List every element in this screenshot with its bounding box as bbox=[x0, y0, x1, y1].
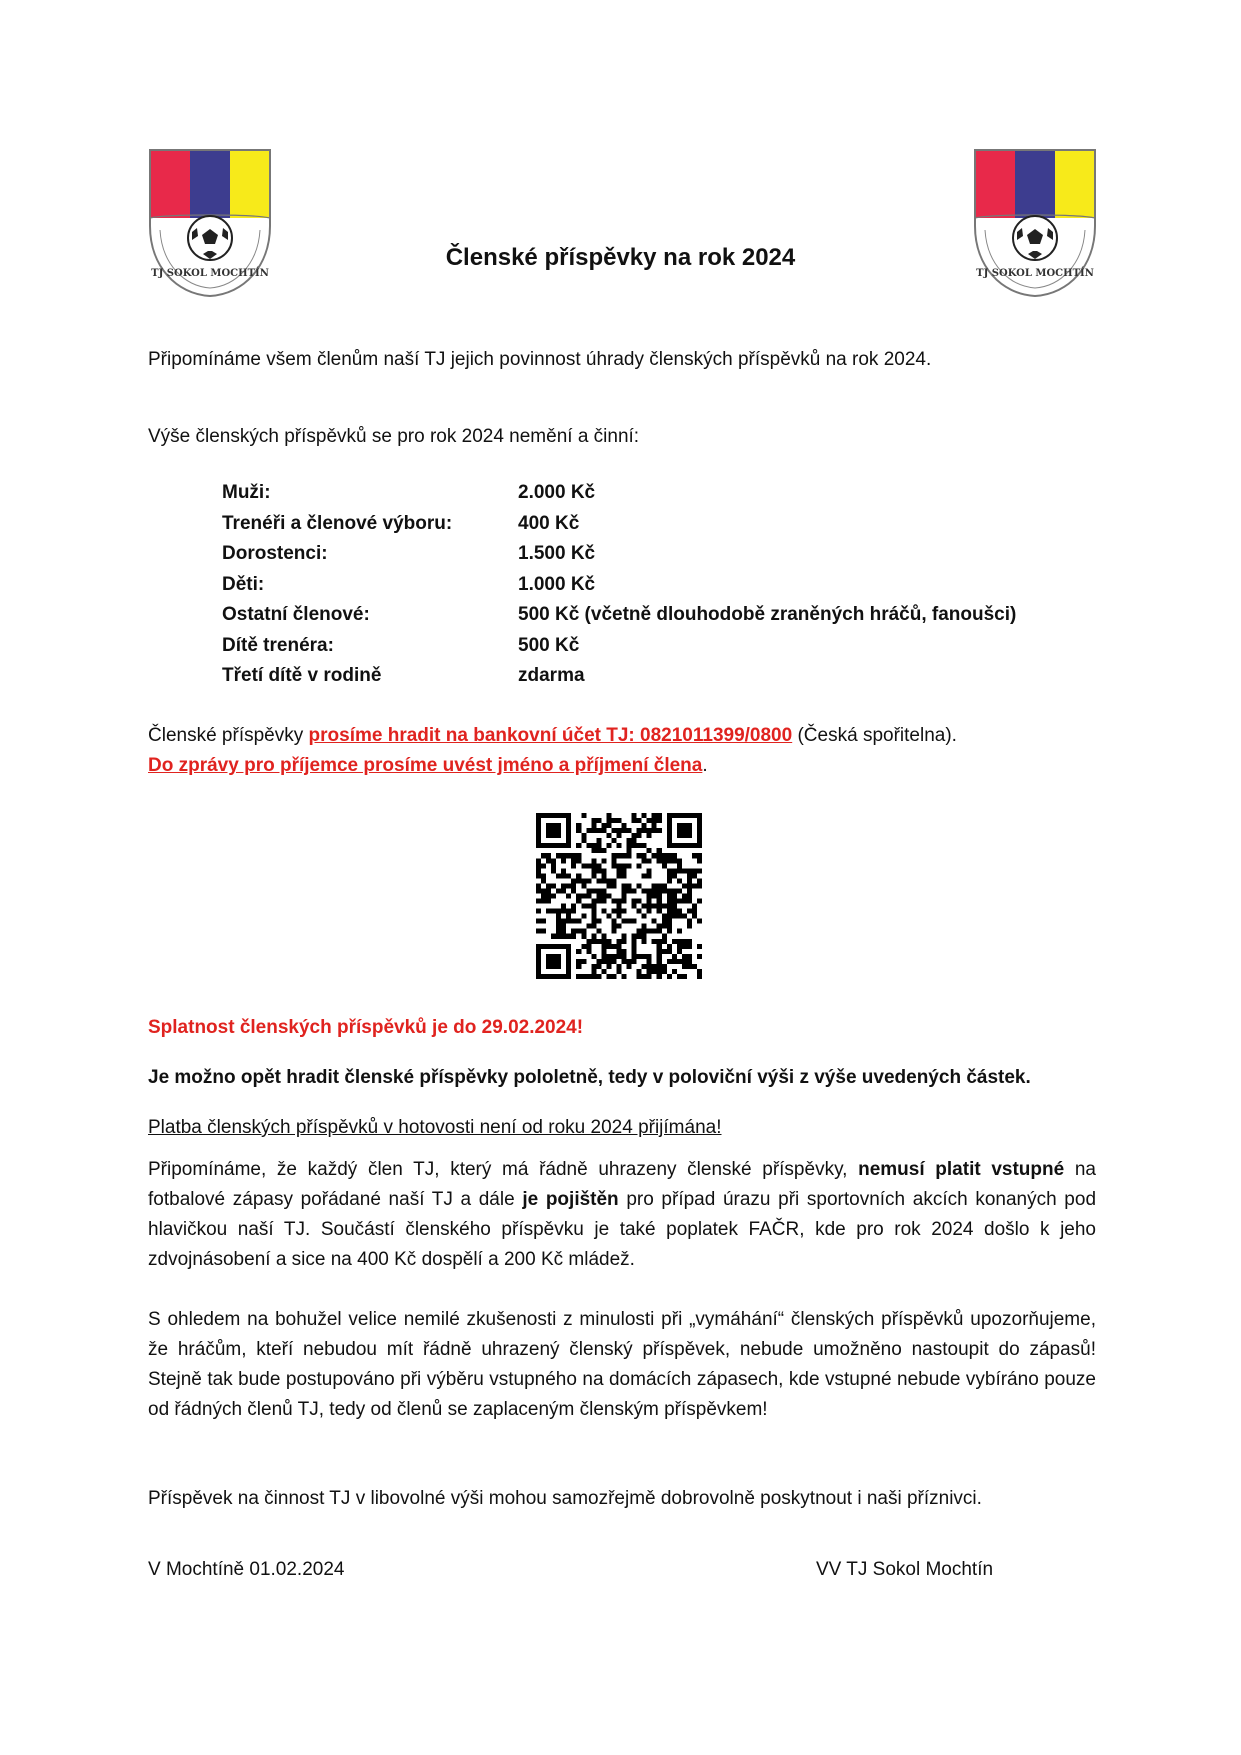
payment-note-end: . bbox=[702, 755, 708, 776]
payment-note: Do zprávy pro příjemce prosíme uvést jméno a příjmení člena bbox=[148, 755, 703, 776]
benefits-text: pro případ úrazu při sportovních akcích konaných pod hlavičkou naší TJ. Součástí členského příspěvku je také poplatek FAČR, kde pro rok 2024 došlo k jeho zdvojnásobení a sice na 400 Kč dospělí a 200 Kč mládež. bbox=[148, 1189, 1097, 1270]
club-logo-left bbox=[148, 148, 272, 298]
fee-value: 2.000 Kč bbox=[518, 482, 596, 503]
logo-text: TJ SOKOL MOCHTÍN bbox=[151, 268, 269, 279]
fee-label: Ostatní členové: bbox=[222, 604, 370, 625]
place-date: V Mochtíně 01.02.2024 bbox=[148, 1559, 345, 1580]
fee-label: Dorostenci: bbox=[222, 543, 328, 564]
fee-label: Třetí dítě v rodině bbox=[222, 665, 382, 686]
fee-value: 1.000 Kč bbox=[518, 573, 596, 595]
benefits-paragraph bbox=[148, 1155, 1096, 1275]
fees-heading: Výše členských příspěvků se pro rok 2024 nemění a činní: bbox=[148, 426, 640, 447]
fee-value: 1.500 Kč bbox=[518, 543, 596, 564]
fee-label: Děti: bbox=[222, 573, 265, 595]
donation-text: Příspěvek na činnost TJ v libovolné výši mohou samozřejmě dobrovolně poskytnout i naši příznivci. bbox=[148, 1488, 982, 1509]
benefits-bold: nemusí platit vstupné bbox=[858, 1159, 1065, 1180]
fee-label: Dítě trenéra: bbox=[222, 634, 334, 656]
fee-value: zdarma bbox=[518, 665, 585, 686]
fee-value: 500 Kč bbox=[518, 634, 580, 656]
club-logo-right bbox=[973, 148, 1097, 298]
benefits-text: na fotbalové zápasy pořádané naší TJ a dále bbox=[148, 1159, 1097, 1210]
page-title: Členské příspěvky na rok 2024 bbox=[445, 244, 796, 271]
payment-instructions bbox=[148, 721, 1096, 781]
warning-paragraph: S ohledem na bohužel velice nemilé zkušenosti z minulosti při „vymáhání“ členských příspěvků upozorňujeme, že hráčům, kteří nebudou mít řádně uhrazený členský příspěvek, nebude umožněno nastoupit do zápasů! Stejně tak bude postupováno při výběru vstupného na domácích zápasech, kde vstupné nebude vybíráno pouze od řádných členů TJ, tedy od členů se zaplaceným členským příspěvkem! bbox=[148, 1309, 1096, 1420]
fee-value: 500 Kč (včetně dlouhodobě zraněných hráčů, fanoušci) bbox=[518, 604, 1017, 625]
logo-text: TJ SOKOL MOCHTÍN bbox=[976, 268, 1094, 279]
bank-account: prosíme hradit na bankovní účet TJ: 0821011399/0800 bbox=[308, 725, 793, 746]
payment-prefix: Členské příspěvky bbox=[148, 725, 309, 746]
halfyear-text: Je možno opět hradit členské příspěvky pololetně, tedy v poloviční výši z výše uvedených částek. bbox=[148, 1067, 1031, 1088]
fee-label: Muži: bbox=[222, 482, 271, 503]
benefits-text: Připomínáme, že každý člen TJ, který má řádně uhrazeny členské příspěvky, bbox=[148, 1159, 859, 1180]
fee-value: 400 Kč bbox=[518, 512, 580, 534]
cash-notice: Platba členských příspěvků v hotovosti není od roku 2024 přijímána! bbox=[148, 1117, 722, 1138]
qr-code-icon bbox=[536, 813, 702, 979]
signature: VV TJ Sokol Mochtín bbox=[816, 1559, 994, 1580]
benefits-bold: je pojištěn bbox=[522, 1189, 619, 1210]
intro-text: Připomínáme všem členům naší TJ jejich povinnost úhrady členských příspěvků na rok 2024. bbox=[148, 349, 932, 370]
deadline-text: Splatnost členských příspěvků je do 29.02.2024! bbox=[148, 1017, 584, 1038]
payment-suffix: (Česká spořitelna). bbox=[792, 725, 957, 746]
fee-label: Trenéři a členové výboru: bbox=[222, 512, 453, 534]
